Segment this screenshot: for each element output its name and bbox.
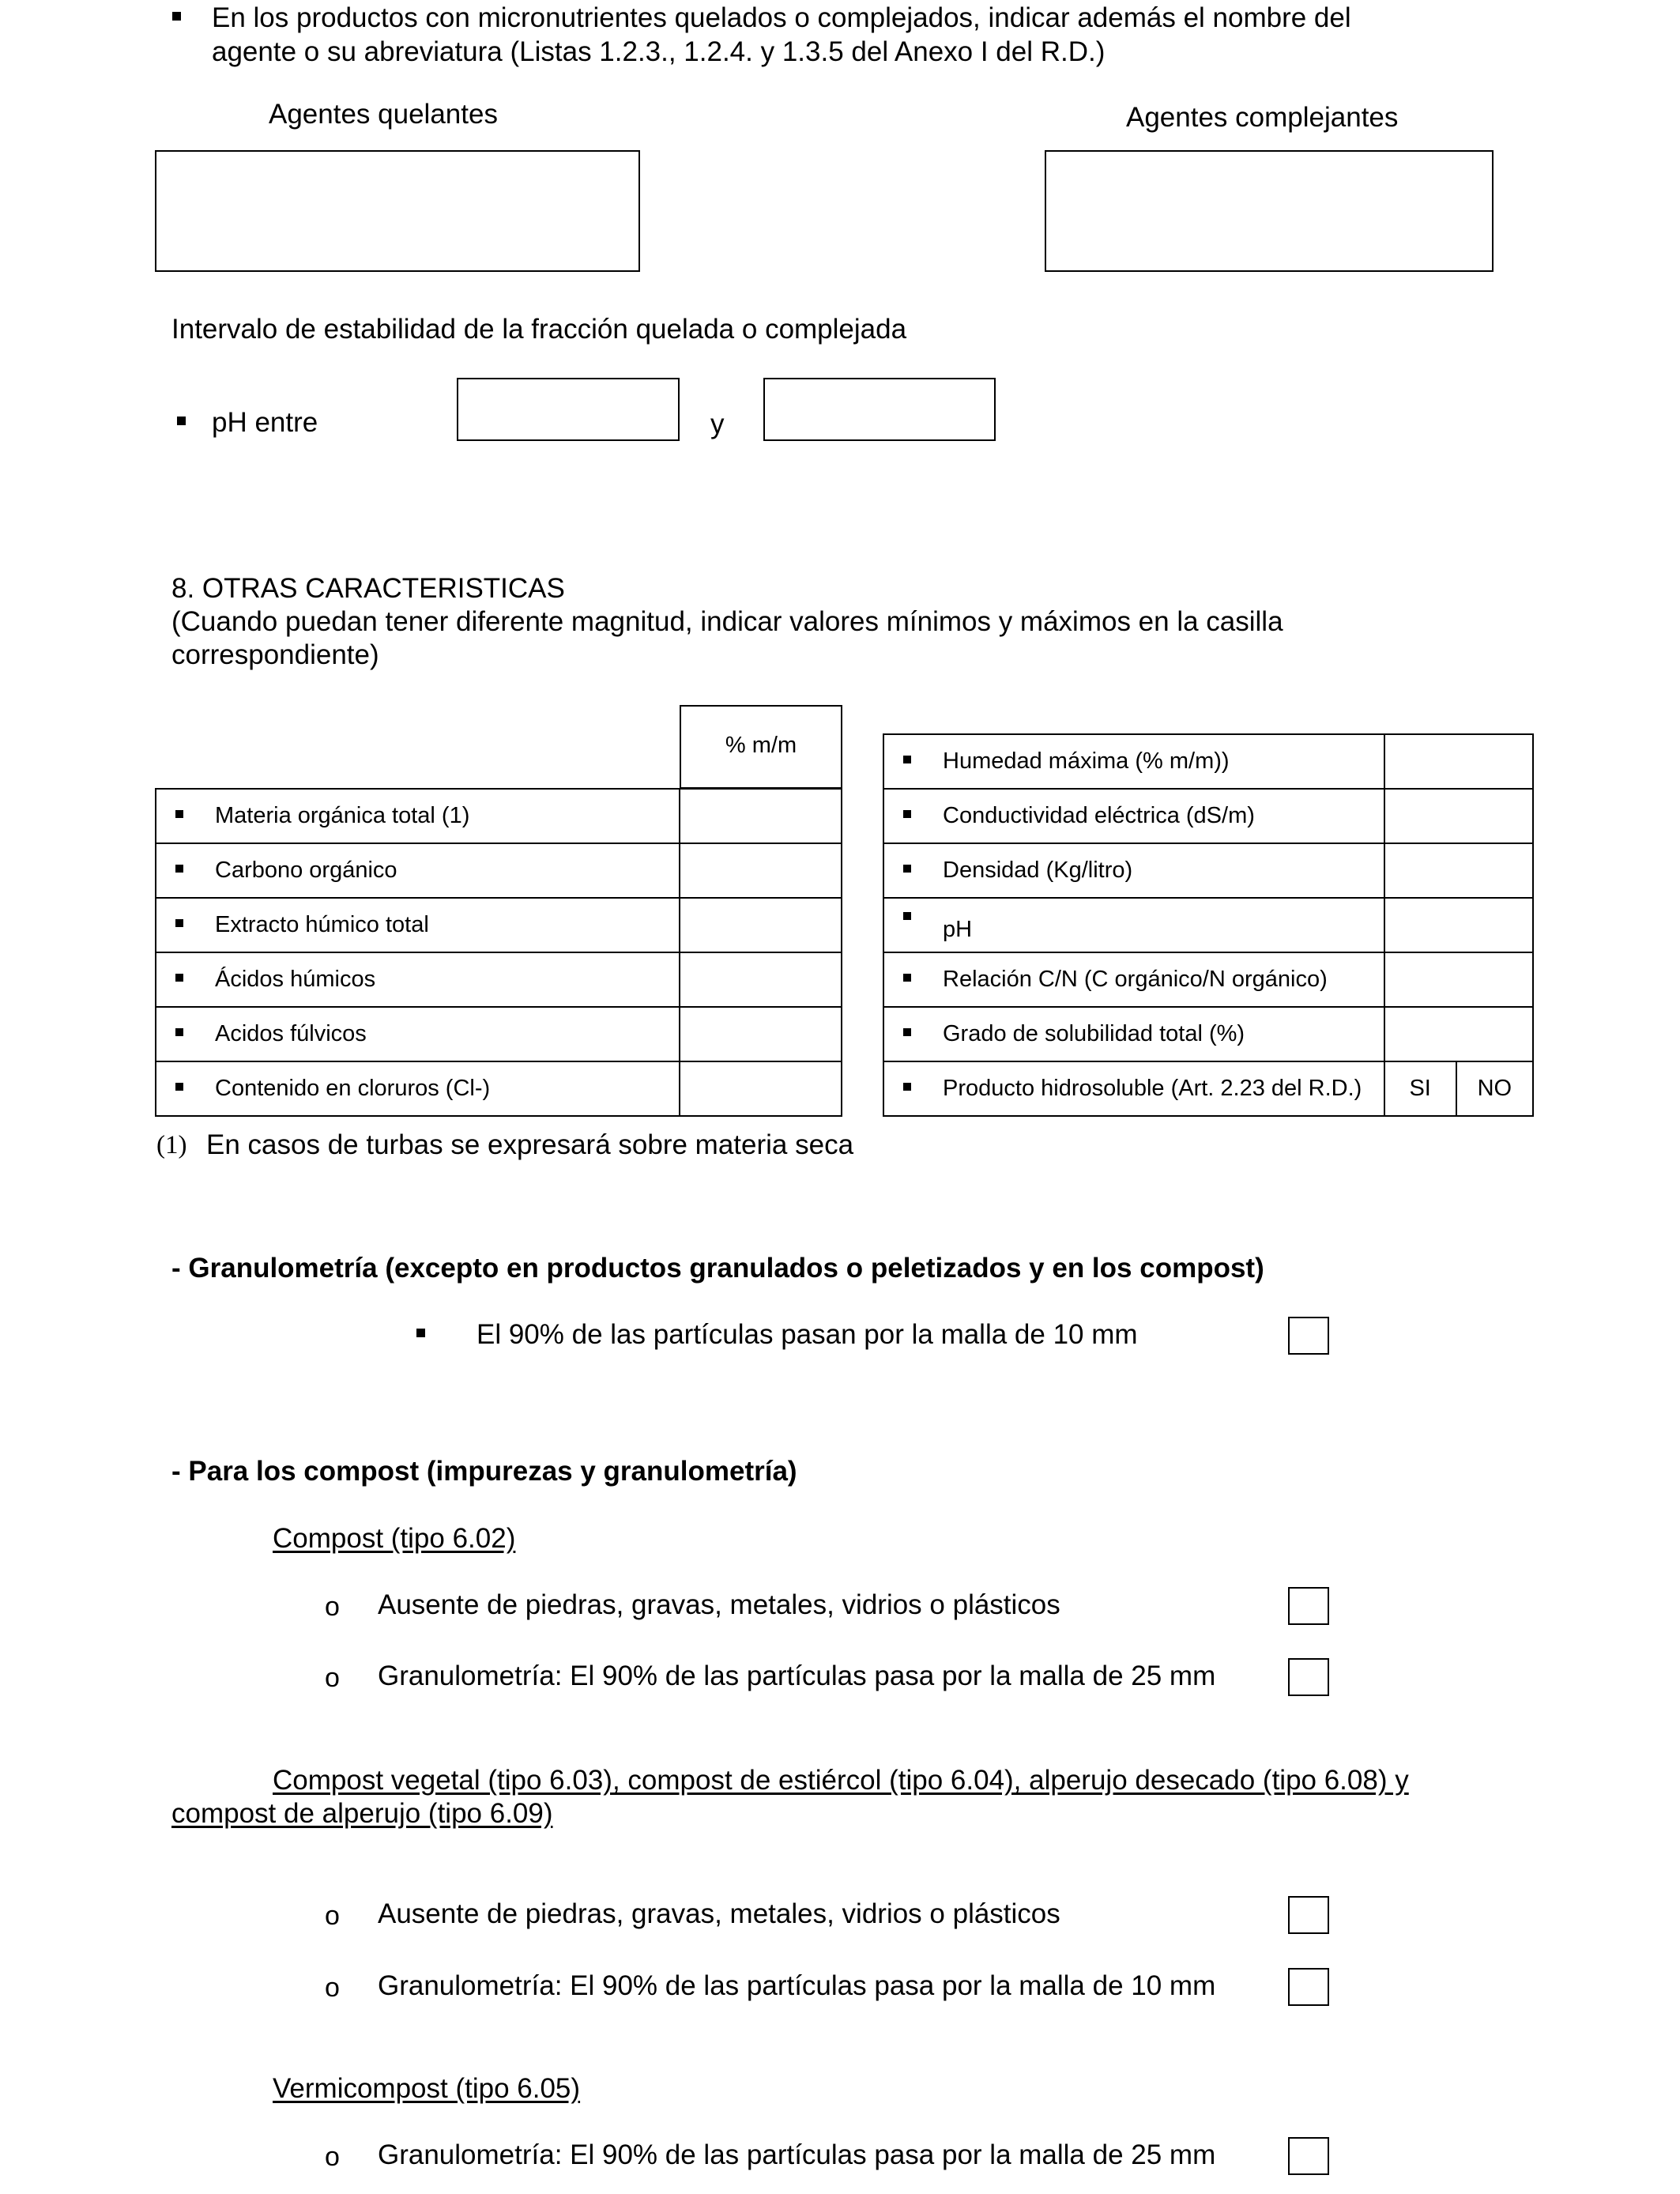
o-bullet: o xyxy=(325,2142,340,2172)
granulometria-bullet xyxy=(416,1318,425,1351)
o-bullet: o xyxy=(325,1973,340,2003)
value-field[interactable] xyxy=(1384,952,1533,1007)
row-label: Grado de solubilidad total (%) xyxy=(943,1021,1245,1046)
left-table-header: % m/m xyxy=(725,733,797,758)
o-bullet: o xyxy=(325,1901,340,1931)
ph-label: pH entre xyxy=(212,407,318,438)
value-field[interactable] xyxy=(1384,789,1533,843)
vermicompost-item-1: Granulometría: El 90% de las partículas pasa por la malla de 25 mm xyxy=(378,2139,1216,2170)
table-cell-label xyxy=(883,843,1384,898)
row-label: pH xyxy=(943,917,973,942)
table-row xyxy=(883,1061,1533,1116)
granulometria-checkbox[interactable] xyxy=(1288,1317,1329,1355)
table-row xyxy=(156,843,842,898)
right-characteristics-table xyxy=(883,733,1534,1117)
value-field[interactable] xyxy=(680,1061,842,1116)
table-cell-label xyxy=(156,898,680,952)
compost-vegetal-title-line-2: compost de alperujo (tipo 6.09) xyxy=(171,1798,553,1829)
table-cell-label xyxy=(883,1007,1384,1061)
value-field[interactable] xyxy=(680,1007,842,1061)
si-option[interactable]: SI xyxy=(1384,1061,1456,1116)
value-field[interactable] xyxy=(1384,734,1533,789)
section-8-note-line-2: correspondiente) xyxy=(171,639,379,670)
footnote-text: En casos de turbas se expresará sobre materia seca xyxy=(206,1129,854,1160)
row-label: Contenido en cloruros (Cl-) xyxy=(215,1076,491,1101)
square-bullet-icon xyxy=(416,1329,425,1337)
row-label: Materia orgánica total (1) xyxy=(215,803,470,828)
row-label: Extracto húmico total xyxy=(215,912,429,937)
compost-602-title: Compost (tipo 6.02) xyxy=(273,1523,516,1554)
value-field[interactable] xyxy=(680,898,842,952)
left-table-header-cell xyxy=(680,705,842,789)
agentes-quelantes-label: Agentes quelantes xyxy=(269,99,498,130)
row-label: Ácidos húmicos xyxy=(215,967,376,992)
value-field[interactable] xyxy=(680,843,842,898)
compost-602-item-2: Granulometría: El 90% de las partículas pasa por la malla de 25 mm xyxy=(378,1661,1216,1691)
agentes-quelantes-field[interactable] xyxy=(155,150,640,272)
table-cell-label xyxy=(156,789,680,843)
section-8-title: 8. OTRAS CARACTERISTICAS xyxy=(171,573,565,604)
vermicompost-title: Vermicompost (tipo 6.05) xyxy=(273,2073,581,2104)
intro-line-2: agente o su abreviatura (Listas 1.2.3., 1.2.4. y 1.3.5 del Anexo I del R.D.) xyxy=(212,36,1106,67)
value-field[interactable] xyxy=(1384,843,1533,898)
ph-min-field[interactable] xyxy=(457,378,680,441)
table-cell-label xyxy=(156,843,680,898)
value-field[interactable] xyxy=(680,952,842,1007)
square-bullet-icon xyxy=(175,810,183,818)
table-cell-label xyxy=(883,789,1384,843)
table-row xyxy=(883,789,1533,843)
value-field[interactable] xyxy=(1384,898,1533,952)
row-label: Carbono orgánico xyxy=(215,858,397,883)
square-bullet-icon xyxy=(903,1083,911,1091)
table-cell-label xyxy=(156,1061,680,1116)
o-bullet: o xyxy=(325,1663,340,1693)
square-bullet-icon xyxy=(903,756,911,763)
compost-vegetal-item-2: Granulometría: El 90% de las partículas pasa por la malla de 10 mm xyxy=(378,1970,1216,2001)
compost-602-item-2-checkbox[interactable] xyxy=(1288,1658,1329,1696)
compost-602-item-1-checkbox[interactable] xyxy=(1288,1587,1329,1625)
table-row xyxy=(156,952,842,1007)
row-label: Producto hidrosoluble (Art. 2.23 del R.D.) xyxy=(943,1076,1362,1101)
footnote-marker: (1) xyxy=(156,1131,187,1159)
vermicompost-item-1-checkbox[interactable] xyxy=(1288,2137,1329,2175)
compost-vegetal-item-2-checkbox[interactable] xyxy=(1288,1968,1329,2006)
granulometria-item: El 90% de las partículas pasan por la malla de 10 mm xyxy=(477,1319,1138,1350)
table-row xyxy=(883,952,1533,1007)
compost-heading: - Para los compost (impurezas y granulometría) xyxy=(171,1456,797,1487)
section-8-note-line-1: (Cuando puedan tener diferente magnitud, indicar valores mínimos y máximos en la casilla xyxy=(171,606,1283,637)
table-row xyxy=(156,898,842,952)
square-bullet-icon xyxy=(175,974,183,982)
table-row xyxy=(883,734,1533,789)
table-cell-label xyxy=(156,1007,680,1061)
table-row xyxy=(883,843,1533,898)
square-bullet-icon xyxy=(903,1028,911,1036)
compost-602-item-1: Ausente de piedras, gravas, metales, vidrios o plásticos xyxy=(378,1589,1060,1620)
table-row xyxy=(156,789,842,843)
row-label: Conductividad eléctrica (dS/m) xyxy=(943,803,1255,828)
value-field[interactable] xyxy=(1384,1007,1533,1061)
table-row xyxy=(156,1007,842,1061)
square-bullet-icon xyxy=(175,865,183,873)
square-bullet-icon xyxy=(175,919,183,927)
square-bullet-icon xyxy=(903,810,911,818)
square-bullet-icon xyxy=(172,12,181,21)
table-row xyxy=(156,1061,842,1116)
table-cell-label xyxy=(883,952,1384,1007)
granulometria-heading: - Granulometría (excepto en productos granulados o peletizados y en los compost) xyxy=(171,1253,1264,1284)
table-cell-label xyxy=(883,898,1384,952)
table-cell-label xyxy=(156,952,680,1007)
ph-bullet xyxy=(177,406,186,439)
square-bullet-icon xyxy=(177,417,186,425)
no-option[interactable]: NO xyxy=(1456,1061,1533,1116)
agentes-complejantes-field[interactable] xyxy=(1045,150,1494,272)
row-label: Humedad máxima (% m/m)) xyxy=(943,748,1230,774)
intro-line-1: En los productos con micronutrientes quelados o complejados, indicar además el nombre del xyxy=(212,2,1351,33)
intro-bullet xyxy=(172,2,181,35)
square-bullet-icon xyxy=(903,865,911,873)
value-field[interactable] xyxy=(680,789,842,843)
table-row xyxy=(883,1007,1533,1061)
square-bullet-icon xyxy=(175,1028,183,1036)
o-bullet: o xyxy=(325,1592,340,1622)
ph-max-field[interactable] xyxy=(763,378,996,441)
stability-title: Intervalo de estabilidad de la fracción quelada o complejada xyxy=(171,314,907,345)
table-cell-label xyxy=(883,734,1384,789)
compost-vegetal-item-1-checkbox[interactable] xyxy=(1288,1896,1329,1934)
square-bullet-icon xyxy=(903,912,911,920)
table-cell-label xyxy=(883,1061,1384,1116)
row-label: Densidad (Kg/litro) xyxy=(943,858,1133,883)
square-bullet-icon xyxy=(175,1083,183,1091)
row-label: Relación C/N (C orgánico/N orgánico) xyxy=(943,967,1328,992)
agentes-complejantes-label: Agentes complejantes xyxy=(1126,102,1399,133)
left-characteristics-table xyxy=(155,788,842,1117)
square-bullet-icon xyxy=(903,974,911,982)
compost-vegetal-title-line-1: Compost vegetal (tipo 6.03), compost de estiércol (tipo 6.04), alperujo desecado (tipo 6.08) y xyxy=(273,1765,1409,1796)
compost-vegetal-item-1: Ausente de piedras, gravas, metales, vidrios o plásticos xyxy=(378,1898,1060,1929)
table-row xyxy=(883,898,1533,952)
ph-y-label: y xyxy=(710,409,725,439)
row-label: Acidos fúlvicos xyxy=(215,1021,367,1046)
